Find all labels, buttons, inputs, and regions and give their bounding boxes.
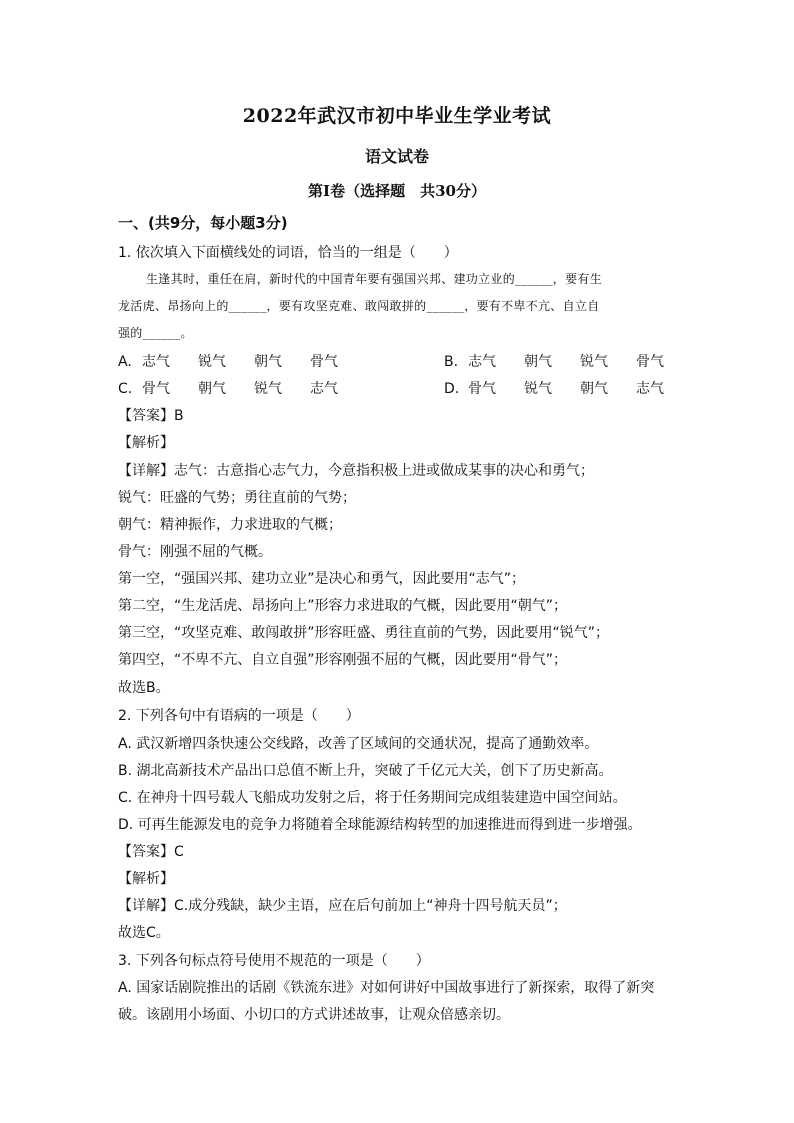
option-label: C. <box>118 381 133 397</box>
q1-detail-line: 故选B。 <box>118 680 170 696</box>
option-word: 朝气 <box>254 354 282 370</box>
q1-analysis-label: 【解析】 <box>118 435 174 451</box>
q1-detail-line: 朝气：精神振作，力求进取的气概； <box>118 517 342 533</box>
q2-detail-line: 故选C。 <box>118 925 170 941</box>
q1-detail-line: 第一空，“强国兴邦、建功立业”是决心和勇气，因此要用“志气”； <box>118 571 526 587</box>
q2-answer: 【答案】C <box>118 844 184 860</box>
q2-option: D. 可再生能源发电的竞争力将随着全球能源结构转型的加速推进而得到进一步增强。 <box>118 817 642 833</box>
q1-detail-line: 骨气：刚强不屈的气概。 <box>118 544 272 560</box>
q2-stem: 2. 下列各句中有语病的一项是（ ） <box>118 708 360 724</box>
paper-subtitle: 语文试卷 <box>364 147 429 166</box>
q1-answer: 【答案】B <box>118 408 184 424</box>
q3-option-a-line: A. 国家话剧院推出的话剧《铁流东进》对如何讲好中国故事进行了新探索，取得了新突 <box>118 980 655 996</box>
section-heading: 第Ⅰ卷（选择题 共30分） <box>308 182 486 200</box>
option-word: 骨气 <box>310 354 338 370</box>
q1-passage-line: 生逢其时，重任在肩，新时代的中国青年要有强国兴邦、建功立业的______，要有生 <box>146 272 603 286</box>
option-label: D. <box>444 381 460 397</box>
option-word: 志气 <box>636 381 664 397</box>
q3-option-a-line: 破。该剧用小场面、小切口的方式讲述故事，让观众倍感亲切。 <box>118 1007 510 1023</box>
option-word: 志气 <box>142 354 170 370</box>
q1-detail-line: 第二空，“生龙活虎、昂扬向上”形容力求进取的气概，因此要用“朝气”； <box>118 598 568 614</box>
q1-option-d <box>444 378 692 398</box>
option-word: 朝气 <box>524 354 552 370</box>
q2-option: C. 在神舟十四号载人飞船成功发射之后，将于任务期间完成组装建造中国空间站。 <box>118 790 627 806</box>
q2-option: B. 湖北高新技术产品出口总值不断上升，突破了千亿元大关，创下了历史新高。 <box>118 763 613 779</box>
part-heading: 一、(共9分，每小题3分) <box>118 214 288 232</box>
q2-analysis-label: 【解析】 <box>118 871 174 887</box>
q2-option: A. 武汉新增四条快速公交线路，改善了区域间的交通状况，提高了通勤效率。 <box>118 736 599 752</box>
q1-option-b <box>444 351 692 371</box>
option-word: 锐气 <box>524 381 552 397</box>
option-word: 骨气 <box>468 381 496 397</box>
q1-detail-line: 第三空，“攻坚克难、敢闯敢拼”形容旺盛、勇往直前的气势，因此要用“锐气”； <box>118 625 610 641</box>
option-label: B. <box>444 354 459 370</box>
option-word: 朝气 <box>198 381 226 397</box>
q1-passage-line: 强的______。 <box>118 326 193 340</box>
q1-detail-line: 第四空，“不卑不亢、自立自强”形容刚强不屈的气概，因此要用“骨气”； <box>118 652 568 668</box>
q1-option-a <box>118 351 366 371</box>
q1-detail-line: 【详解】志气：古意指心志气力，今意指积极上进或做成某事的决心和勇气； <box>118 463 594 479</box>
option-word: 骨气 <box>142 381 170 397</box>
q1-passage-line: 龙活虎、昂扬向上的______，要有攻坚克难、敢闯敢拼的______，要有不卑不亢、自立自 <box>118 299 600 313</box>
q1-option-c <box>118 378 366 398</box>
option-word: 骨气 <box>636 354 664 370</box>
exam-title: 2022年武汉市初中毕业生学业考试 <box>242 105 552 127</box>
q1-stem: 1. 依次填入下面横线处的词语，恰当的一组是（ ） <box>118 245 458 261</box>
option-word: 志气 <box>310 381 338 397</box>
q2-detail-line: 【详解】C.成分残缺，缺少主语，应在后句前加上“神舟十四号航天员”； <box>118 898 567 914</box>
option-word: 锐气 <box>254 381 282 397</box>
q3-stem: 3. 下列各句标点符号使用不规范的一项是（ ） <box>118 953 430 969</box>
option-label: A. <box>118 354 132 370</box>
option-word: 志气 <box>468 354 496 370</box>
option-word: 锐气 <box>580 354 608 370</box>
option-word: 朝气 <box>580 381 608 397</box>
q1-detail-line: 锐气：旺盛的气势；勇往直前的气势； <box>118 490 356 506</box>
option-word: 锐气 <box>198 354 226 370</box>
